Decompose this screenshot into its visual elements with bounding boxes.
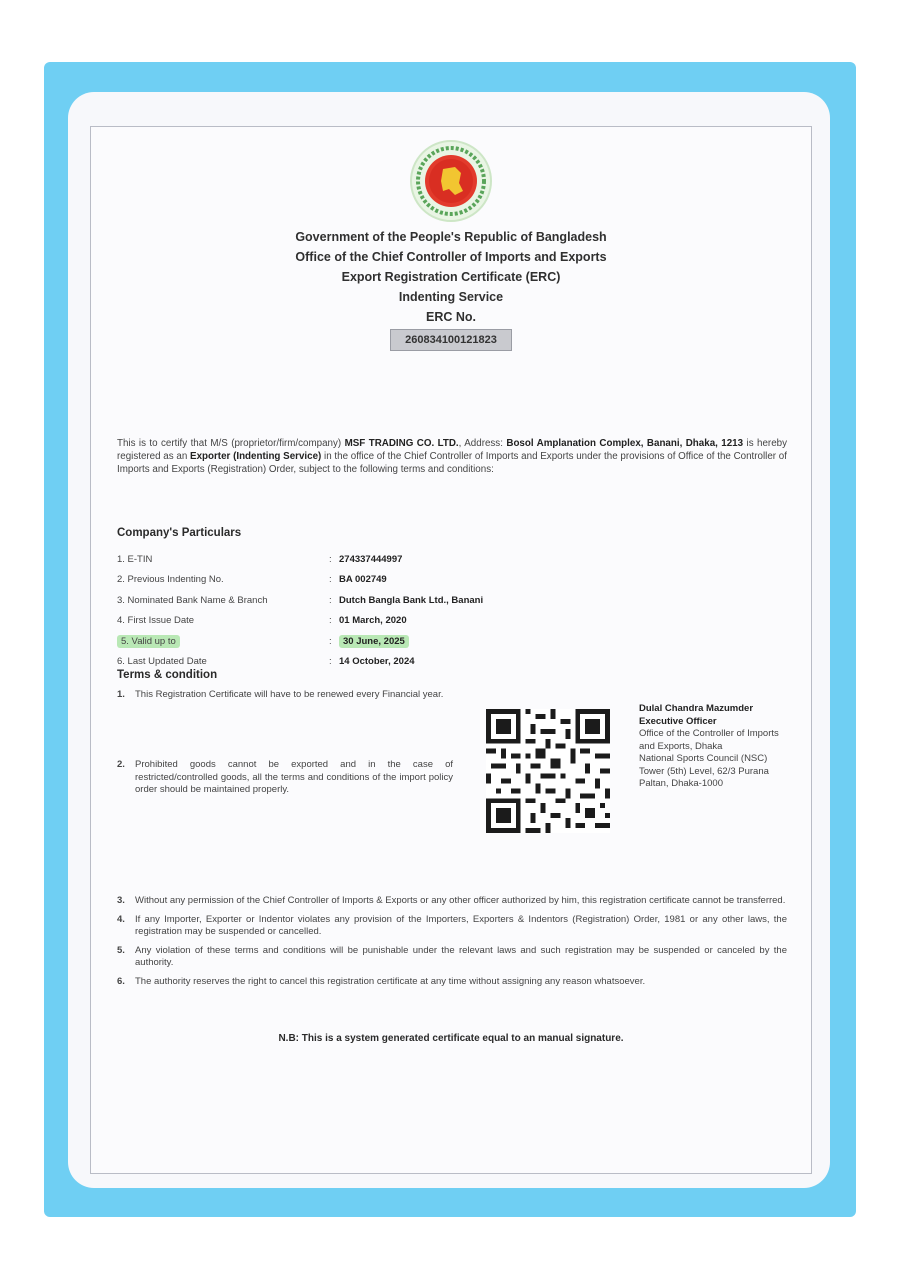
certificate-title: Export Registration Certificate (ERC) xyxy=(341,270,561,284)
particular-value: BA 002749 xyxy=(339,574,387,586)
term-5-text: Any violation of these terms and conditions will be punishable under the relevant laws and such registration may be suspended or canceled by the authority. xyxy=(135,944,787,968)
particular-label: 1. E-TIN xyxy=(117,553,153,565)
terms-list-continued xyxy=(117,895,787,994)
system-generated-note: N.B: This is a system generated certificate equal to an manual signature. xyxy=(278,1033,624,1044)
particular-row-highlighted: 5. Valid up to : 30 June, 2025 xyxy=(117,631,617,652)
signatory-address: National Sports Council (NSC) Tower (5th) Level, 62/3 Purana Paltan, Dhaka-1000 xyxy=(639,753,769,789)
particular-row: 2. Previous Indenting No. : BA 002749 xyxy=(117,574,387,586)
particular-label: 4. First Issue Date xyxy=(117,615,195,627)
valid-up-to-label: 5. Valid up to xyxy=(117,635,180,648)
certificate-card xyxy=(68,92,830,1188)
term-4: 4. If any Importer, Exporter or Indentor violates any provision of the Importers, Exporters & Indentors (Registration) Order, 1981 or any other laws, the registration may be suspended or cancelled. xyxy=(117,913,787,937)
signatory-designation: Executive Officer xyxy=(639,715,717,727)
particular-row: 1. E-TIN : 274337444997 xyxy=(117,553,403,565)
erc-label: ERC No. xyxy=(426,310,476,324)
term-6: 6. The authority reserves the right to cancel this registration certificate at any time without assigning any reason whatsoever. xyxy=(117,976,787,989)
term-1: 1. This Registration Certificate will have to be renewed every Financial year. xyxy=(117,689,453,702)
company-address: Bosol Amplanation Complex, Banani, Dhaka, 1213 xyxy=(506,438,744,449)
signatory-name: Dulal Chandra Mazumder xyxy=(639,703,754,714)
particular-label: 6. Last Updated Date xyxy=(117,656,207,668)
particular-value: Dutch Bangla Bank Ltd., Banani xyxy=(339,594,484,606)
term-5: 5. Any violation of these terms and conditions will be punishable under the relevant laws and such registration may be suspended or canceled by the authority. xyxy=(117,944,787,968)
intro-text-3: is hereby registered as an xyxy=(117,438,787,462)
term-3: 3. Without any permission of the Chief Controller of Imports & Exports or any other officer authorized by him, this registration certificate cannot be transferred. xyxy=(117,895,786,906)
particulars-title: Company's Particulars xyxy=(117,527,242,539)
particular-value: 01 March, 2020 xyxy=(339,615,407,627)
company-name: MSF TRADING CO. LTD. xyxy=(344,438,459,449)
terms-title: Terms & condition xyxy=(117,669,218,681)
government-emblem-icon xyxy=(409,139,493,223)
valid-up-to-value: 30 June, 2025 xyxy=(339,635,409,648)
qr-code-icon xyxy=(486,709,610,833)
particular-label: 2. Previous Indenting No. xyxy=(117,574,224,586)
term-3-text: Without any permission of the Chief Controller of Imports & Exports or any other officer authorized by him, this registration certificate cannot be transferred. xyxy=(135,895,786,906)
service-type: Indenting Service xyxy=(398,290,504,304)
signatory-block xyxy=(639,703,785,791)
signatory-office: Office of the Controller of Imports and Exports, Dhaka xyxy=(639,728,779,752)
term-2: 2. Prohibited goods cannot be exported and in the case of restricted/controlled goods, all the terms and conditions of the import policy order should be maintained properly. xyxy=(117,759,453,795)
certificate-document xyxy=(90,126,812,1174)
particular-row: 4. First Issue Date : 01 March, 2020 xyxy=(117,615,407,627)
govt-title: Government of the People's Republic of Bangladesh xyxy=(295,230,607,244)
term-6-text: The authority reserves the right to cancel this registration certificate at any time without assigning any reason whatsoever. xyxy=(135,975,646,987)
term-4-text: If any Importer, Exporter or Indentor violates any provision of the Importers, Exporters & Indentors (Registration) Order, 1981 or any other laws, the registration may be suspended or cancelled. xyxy=(135,913,787,937)
intro-text-4: in the office of the Chief Controller of Imports and Exports under the provisions of Office of the Controller of Imports and Exports (Registration) Order, subject to the following terms and conditions: xyxy=(117,451,787,475)
intro-paragraph xyxy=(117,437,787,476)
term-2-text: Prohibited goods cannot be exported and in the case of restricted/controlled goods, all the terms and conditions of the import policy order should be maintained properly. xyxy=(135,759,453,795)
particular-row: 3. Nominated Bank Name & Branch : Dutch Bangla Bank Ltd., Banani xyxy=(117,594,484,606)
particular-label: 3. Nominated Bank Name & Branch xyxy=(117,594,268,606)
erc-number: 260834100121823 xyxy=(390,329,512,351)
certificate-header xyxy=(91,227,811,351)
intro-text-2: , Address: xyxy=(458,438,503,449)
service-category: Exporter (Indenting Service) xyxy=(190,451,322,462)
particular-value: 14 October, 2024 xyxy=(339,656,415,668)
term-1-text: This Registration Certificate will have to be renewed every Financial year. xyxy=(135,689,444,700)
intro-text-1: This is to certify that M/S (proprietor/firm/company) xyxy=(117,438,342,449)
particular-value: 274337444997 xyxy=(339,553,403,565)
particulars-list xyxy=(117,549,617,672)
particular-row: 6. Last Updated Date : 14 October, 2024 xyxy=(117,656,415,668)
office-title: Office of the Chief Controller of Imports and Exports xyxy=(295,250,607,264)
